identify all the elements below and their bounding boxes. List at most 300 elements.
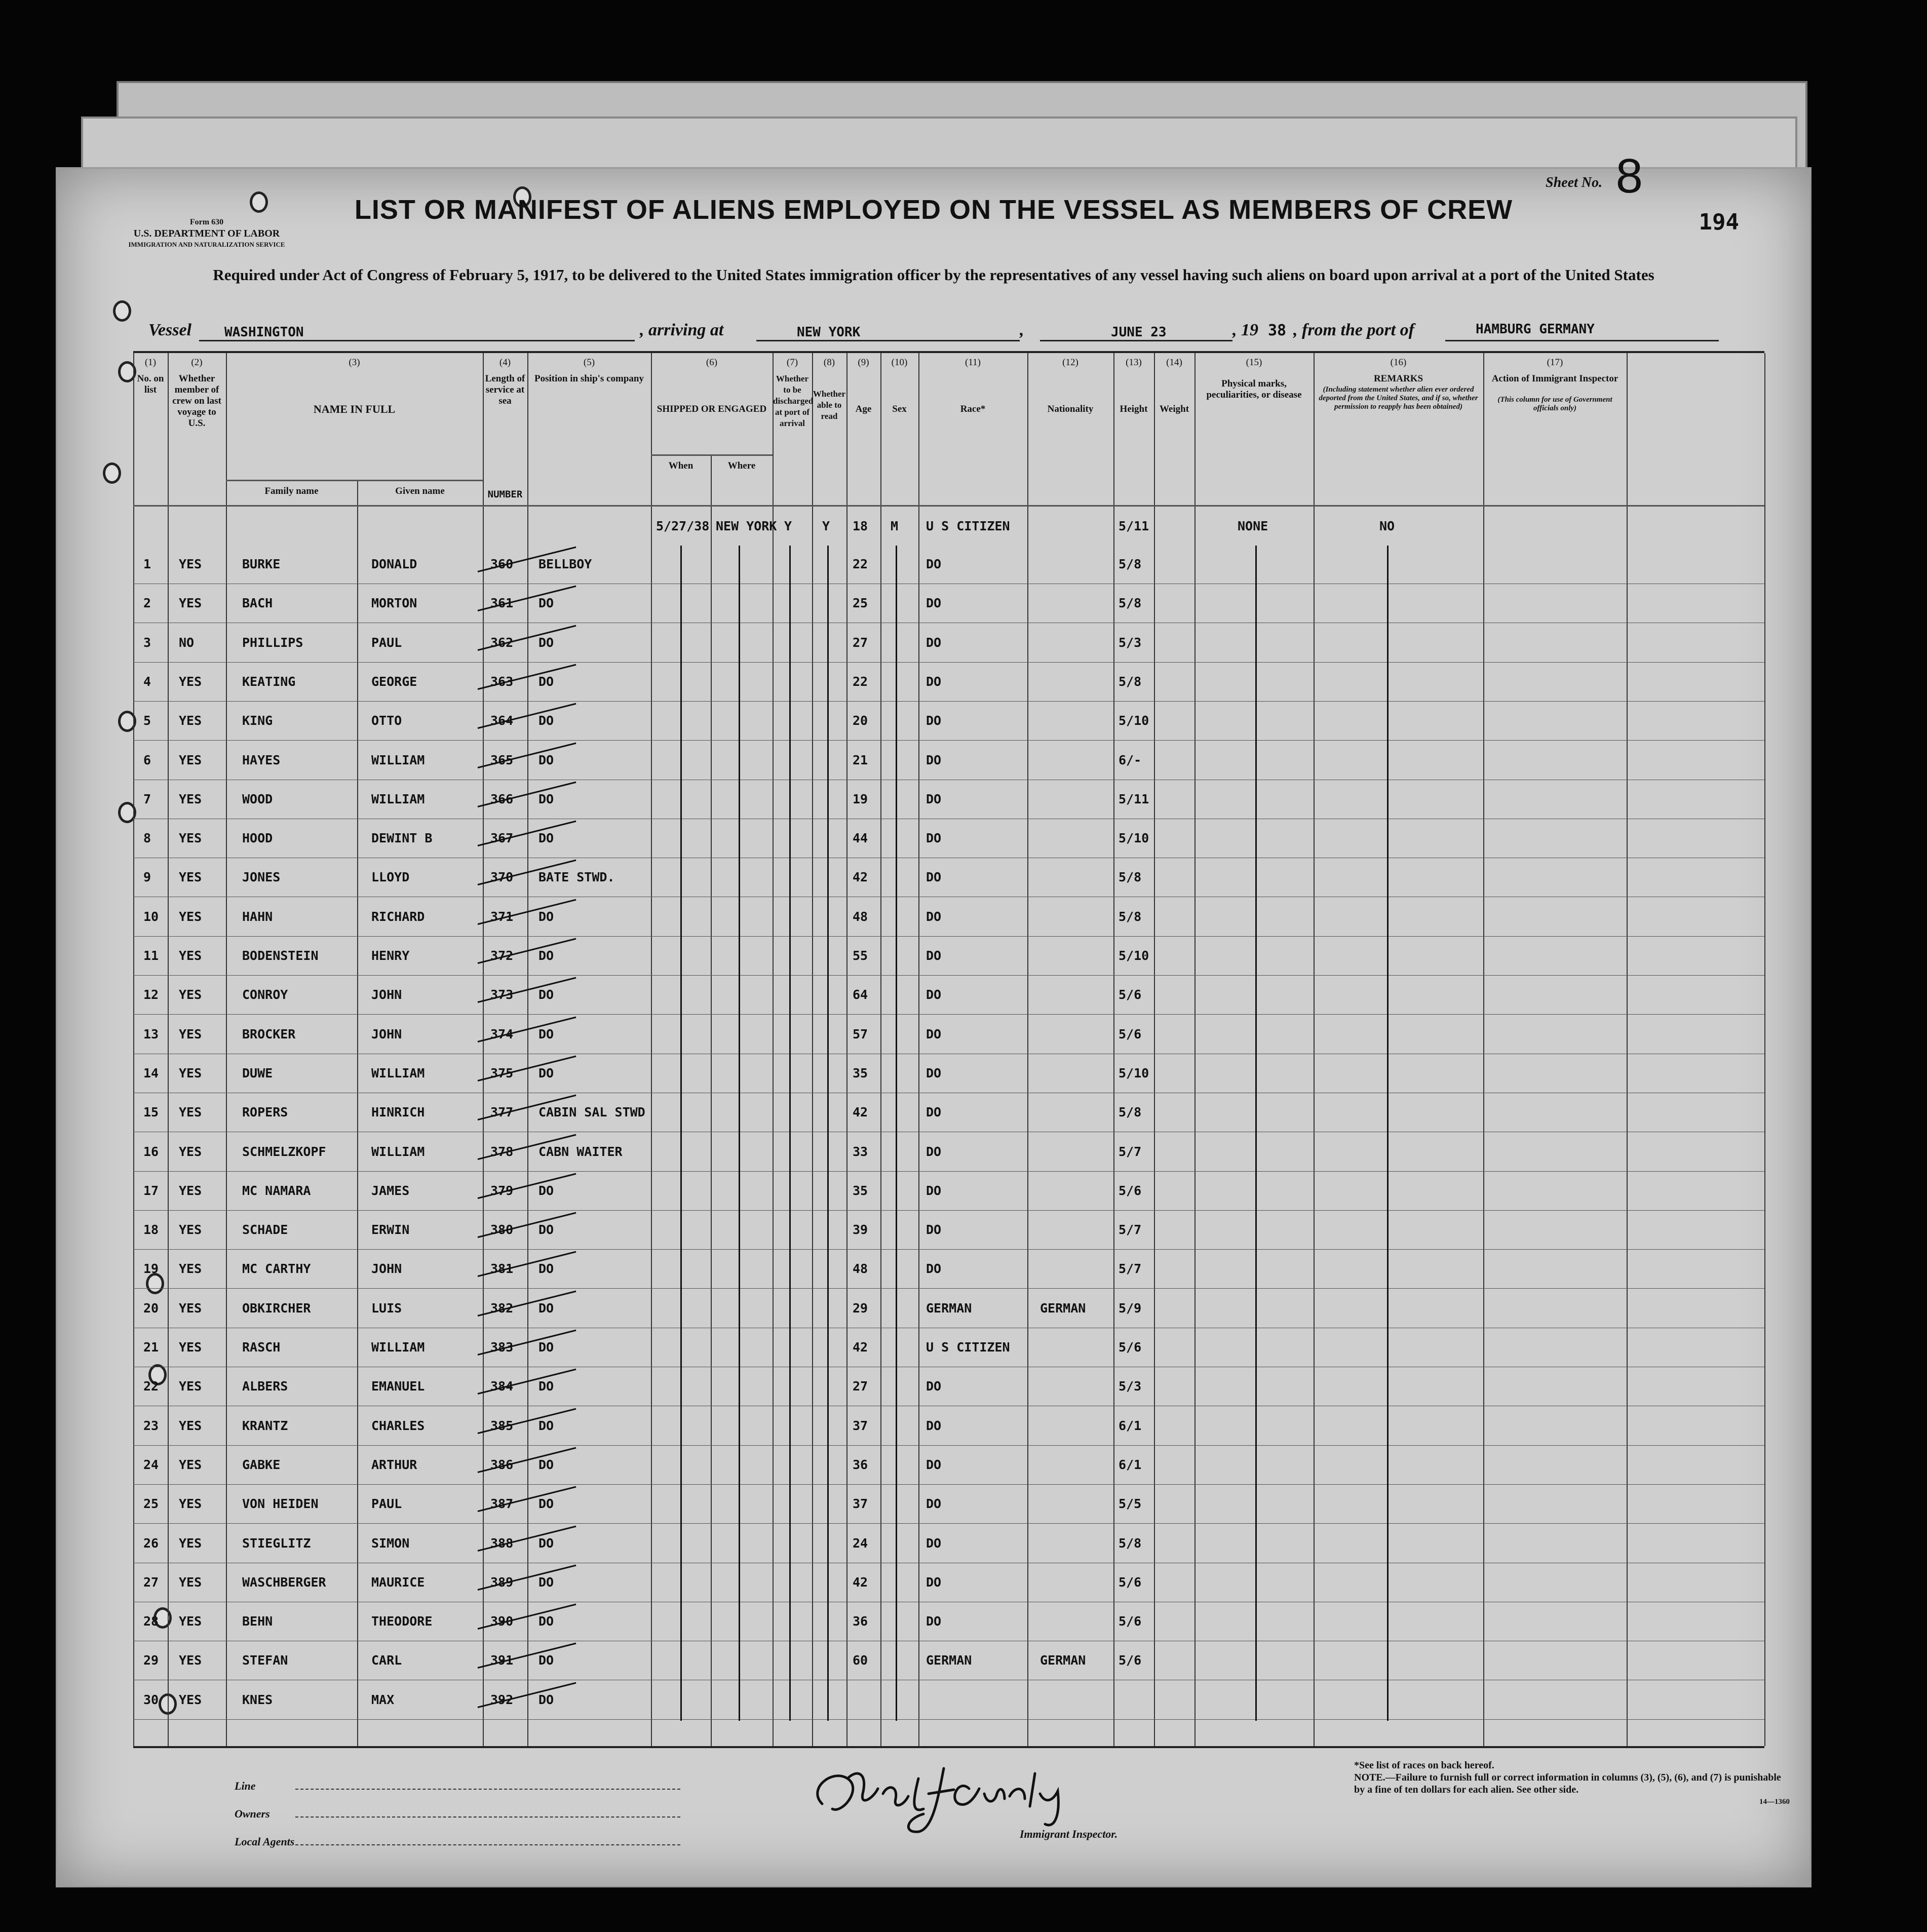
print-code: 14—1360 [1759, 1798, 1790, 1806]
row-position: CABIN SAL STWD [538, 1105, 645, 1120]
row-position: BATE STWD. [538, 870, 615, 885]
col-num-13: (13) [1126, 357, 1142, 368]
row-service: 372 [490, 948, 514, 963]
row-family-name: DUWE [242, 1065, 273, 1080]
col-header-family: Family name [264, 486, 319, 496]
row-service: 384 [490, 1379, 514, 1394]
physical-marks-value: NONE [1238, 519, 1268, 533]
row-given-name: HENRY [371, 948, 410, 963]
row-race: DO [926, 909, 942, 924]
row-given-name: MAURICE [371, 1574, 425, 1590]
ditto-line [680, 546, 682, 1721]
row-member: YES [179, 1614, 202, 1629]
col-header-where: Where [727, 460, 756, 471]
row-number: 11 [143, 948, 159, 963]
remarks-value: NO [1379, 519, 1395, 533]
row-given-name: PAUL [371, 1496, 402, 1512]
col-num-9: (9) [858, 357, 869, 368]
col-header-sex: Sex [892, 404, 907, 414]
row-number: 9 [143, 870, 151, 885]
row-number: 12 [143, 987, 159, 1002]
row-age: 29 [853, 1300, 868, 1316]
row-height: 5/6 [1119, 1574, 1142, 1590]
agents-label: Local Agents [235, 1835, 295, 1848]
table-row [133, 898, 1764, 936]
row-height: 5/7 [1119, 1222, 1142, 1238]
row-position: DO [538, 1183, 554, 1198]
row-given-name: WILLIAM [371, 791, 425, 806]
table-row [133, 1407, 1764, 1445]
row-age: 42 [853, 1574, 868, 1590]
row-number: 10 [143, 909, 159, 924]
row-height: 5/6 [1119, 1614, 1142, 1629]
row-number: 7 [143, 791, 151, 806]
col-num-7: (7) [786, 357, 798, 368]
row-number: 29 [143, 1653, 159, 1668]
row-service: 364 [490, 713, 514, 728]
sheet-number: 8 [1615, 149, 1643, 203]
col-header-race: Race* [960, 404, 986, 414]
row-family-name: BODENSTEIN [242, 948, 319, 963]
row-position: DO [538, 713, 554, 728]
row-age: 39 [853, 1222, 868, 1238]
col-num-3: (3) [349, 357, 360, 368]
col-header-remarks-note: (Including statement whether alien ever ordered deported from the United States, and if so, whether permission to reapply has been obtained) [1319, 385, 1478, 411]
row-service: 391 [490, 1653, 514, 1668]
row-race: DO [926, 987, 942, 1002]
line-label: Line [235, 1780, 256, 1792]
row-age: 37 [853, 1496, 868, 1512]
col-num-17: (17) [1547, 357, 1563, 368]
row-age: 24 [853, 1535, 868, 1551]
row-service: 378 [490, 1144, 514, 1159]
row-service: 386 [490, 1457, 514, 1472]
row-family-name: JONES [242, 870, 281, 885]
row-race: DO [926, 1105, 942, 1120]
row-race: DO [926, 1379, 942, 1394]
note-penalty: NOTE.—Failure to furnish full or correct information in columns (3), (5), (6), and (7) is punishable by a fine of ten dollars for each alien. See other side. [1354, 1772, 1781, 1795]
row-age: 27 [853, 635, 868, 650]
col-header-remarks: REMARKS [1373, 373, 1423, 384]
vessel-line: Vessel WASHINGTON , arriving at NEW YORK , JUNE 23 , 19 38 , from the port of HAMBURG GERMANY [148, 321, 1719, 346]
row-given-name: HINRICH [371, 1105, 425, 1120]
row-service: 375 [490, 1065, 514, 1080]
row-member: YES [179, 1574, 202, 1590]
row-height: 5/9 [1119, 1300, 1142, 1316]
shipped-where: NEW YORK [716, 519, 777, 533]
row-family-name: CONROY [242, 987, 288, 1002]
table-row [133, 1211, 1764, 1249]
table-row [133, 1133, 1764, 1171]
row-given-name: WILLIAM [371, 752, 425, 767]
footer-notes [1354, 1759, 1790, 1808]
row-position: DO [538, 1653, 554, 1668]
row-race: DO [926, 1026, 942, 1041]
col-header-inspector-note: (This column for use of Government officials only) [1497, 396, 1612, 412]
row-height: 5/8 [1119, 1535, 1142, 1551]
row-service: 367 [490, 831, 514, 846]
table-row [133, 1016, 1764, 1054]
row-height: 5/3 [1119, 1379, 1142, 1394]
row-age: 20 [853, 713, 868, 728]
row-position: DO [538, 1496, 554, 1512]
row-age: 25 [853, 596, 868, 611]
row-race: DO [926, 1457, 942, 1472]
row-height: 5/3 [1119, 635, 1142, 650]
row-number: 14 [143, 1065, 159, 1080]
from-label: , from the port of [1293, 321, 1414, 339]
table-row [133, 742, 1764, 780]
col-header-service: Length of service at sea [485, 373, 525, 406]
row-number: 8 [143, 831, 151, 846]
row-position: DO [538, 1692, 554, 1707]
row-age: 33 [853, 1144, 868, 1159]
table-row [133, 820, 1764, 858]
row-race: DO [926, 674, 942, 689]
first-entry-line [133, 508, 1764, 546]
row-member: YES [179, 1457, 202, 1472]
table-row [133, 976, 1764, 1014]
row-member: YES [179, 1692, 202, 1707]
row-position: DO [538, 1065, 554, 1080]
table-row [133, 663, 1764, 701]
row-member: YES [179, 909, 202, 924]
row-member: YES [179, 1261, 202, 1277]
col-num-11: (11) [965, 357, 981, 368]
row-given-name: WILLIAM [371, 1144, 425, 1159]
ditto-line [896, 546, 897, 1721]
row-number: 21 [143, 1340, 159, 1355]
row-height: 5/5 [1119, 1496, 1142, 1512]
year-prefix: , 19 [1232, 321, 1258, 339]
row-height: 5/8 [1119, 1105, 1142, 1120]
owners-label: Owners [235, 1807, 270, 1820]
row-height: 5/8 [1119, 557, 1142, 571]
row-family-name: VON HEIDEN [242, 1496, 319, 1512]
table-row [133, 1094, 1764, 1132]
row-given-name: JAMES [371, 1183, 410, 1198]
table-row [133, 1446, 1764, 1484]
ditto-line [1387, 546, 1389, 1721]
row-race: DO [926, 1496, 942, 1512]
row-race: DO [926, 1065, 942, 1080]
row-family-name: BROCKER [242, 1026, 296, 1041]
row-nationality: GERMAN [1040, 1653, 1086, 1668]
row-position: DO [538, 791, 554, 806]
table-row [133, 624, 1764, 662]
able-to-read-value: Y [822, 519, 830, 533]
row-member: YES [179, 1144, 202, 1159]
first-age: 18 [853, 519, 868, 533]
ditto-line [827, 546, 829, 1721]
row-family-name: WOOD [242, 791, 273, 806]
row-age: 42 [853, 1340, 868, 1355]
row-position: CABN WAITER [538, 1144, 623, 1159]
row-height: 6/- [1119, 752, 1142, 767]
table-row [133, 1290, 1764, 1328]
row-given-name: WILLIAM [371, 1340, 425, 1355]
table-row [133, 937, 1764, 975]
stamp-number: 194 [1699, 209, 1739, 235]
row-race: DO [926, 1261, 942, 1277]
row-number: 15 [143, 1105, 159, 1120]
row-number: 5 [143, 713, 151, 728]
row-age: 22 [853, 557, 868, 571]
row-race: GERMAN [926, 1300, 972, 1316]
row-member: YES [179, 987, 202, 1002]
row-position: DO [538, 1418, 554, 1433]
row-service: 383 [490, 1340, 514, 1355]
ditto-line [739, 546, 740, 1721]
row-number: 17 [143, 1183, 159, 1198]
row-height: 5/8 [1119, 909, 1142, 924]
row-height: 5/10 [1119, 713, 1149, 728]
row-position: DO [538, 1340, 554, 1355]
col-header-read: Whether able to read [813, 389, 846, 421]
row-service: 362 [490, 635, 514, 650]
col-num-1: (1) [144, 357, 157, 368]
col-num-6: (6) [706, 357, 718, 368]
row-member: YES [179, 1379, 202, 1394]
note-races: *See list of races on back hereof. [1354, 1760, 1494, 1771]
row-service: 388 [490, 1535, 514, 1551]
row-number: 1 [143, 557, 151, 571]
row-given-name: SIMON [371, 1535, 410, 1551]
row-position: DO [538, 1574, 554, 1590]
row-number: 25 [143, 1496, 159, 1512]
form-number: Form 630 [189, 218, 224, 226]
row-race: U S CITIZEN [926, 1340, 1010, 1355]
row-position: DO [538, 987, 554, 1002]
row-given-name: LUIS [371, 1300, 402, 1316]
col-num-2: (2) [191, 357, 203, 368]
row-number: 6 [143, 752, 151, 767]
row-number: 2 [143, 596, 151, 611]
manifest-footer [57, 1754, 1810, 1876]
table-row [133, 1485, 1764, 1523]
ditto-line [789, 546, 791, 1721]
row-position: DO [538, 909, 554, 924]
row-service: 363 [490, 674, 514, 689]
row-member: YES [179, 1496, 202, 1512]
row-family-name: SCHADE [242, 1222, 288, 1238]
table-row [133, 1681, 1764, 1719]
row-given-name: DONALD [371, 557, 417, 571]
row-family-name: OBKIRCHER [242, 1300, 311, 1316]
row-given-name: CHARLES [371, 1418, 425, 1433]
row-given-name: JOHN [371, 1261, 402, 1277]
row-position: DO [538, 1026, 554, 1041]
row-race: DO [926, 831, 942, 846]
row-family-name: PHILLIPS [242, 635, 303, 650]
row-given-name: GEORGE [371, 674, 417, 689]
first-height: 5/11 [1119, 519, 1149, 533]
crew-table [133, 351, 1764, 1748]
row-member: YES [179, 713, 202, 728]
table-row [133, 1564, 1764, 1602]
punch-hole [113, 300, 131, 322]
row-family-name: ALBERS [242, 1379, 288, 1394]
row-given-name: WILLIAM [371, 1065, 425, 1080]
row-service: 385 [490, 1418, 514, 1433]
row-race: GERMAN [926, 1653, 972, 1668]
row-member: YES [179, 1183, 202, 1198]
row-member: YES [179, 1300, 202, 1316]
row-position: DO [538, 1614, 554, 1629]
row-age: 35 [853, 1183, 868, 1198]
row-family-name: KRANTZ [242, 1418, 288, 1433]
col-header-position: Position in ship's company [534, 373, 644, 384]
row-race: DO [926, 1614, 942, 1629]
row-given-name: LLOYD [371, 870, 410, 885]
row-number: 30 [143, 1692, 159, 1707]
col-header-weight: Weight [1159, 404, 1189, 414]
vessel-label: Vessel [148, 321, 191, 339]
arriving-label: , arriving at [640, 321, 724, 339]
row-position: DO [538, 596, 554, 611]
row-member: YES [179, 948, 202, 963]
table-row [133, 1250, 1764, 1288]
col-header-shipped: SHIPPED OR ENGAGED [657, 404, 767, 414]
row-height: 5/10 [1119, 948, 1149, 963]
row-number: 13 [143, 1026, 159, 1041]
row-position: DO [538, 1261, 554, 1277]
table-row [133, 859, 1764, 897]
table-row [133, 702, 1764, 740]
row-race: DO [926, 1418, 942, 1433]
row-family-name: HOOD [242, 831, 273, 846]
row-race: DO [926, 596, 942, 611]
row-given-name: CARL [371, 1653, 402, 1668]
arrival-date: JUNE 23 [1111, 325, 1167, 340]
row-family-name: BURKE [242, 557, 281, 571]
col-header-height: Height [1120, 404, 1148, 414]
row-age: 48 [853, 1261, 868, 1277]
department: U.S. DEPARTMENT OF LABOR [133, 228, 280, 239]
from-port: HAMBURG GERMANY [1476, 322, 1595, 337]
col-header-inspector: Action of Immigrant Inspector [1491, 373, 1618, 384]
row-number: 20 [143, 1300, 159, 1316]
row-race: DO [926, 1183, 942, 1198]
row-age: 27 [853, 1379, 868, 1394]
row-age: 21 [853, 752, 868, 767]
col-header-age: Age [855, 404, 872, 414]
table-row [133, 1368, 1764, 1406]
row-member: YES [179, 1340, 202, 1355]
discharged-value: Y [784, 519, 792, 533]
row-member: YES [179, 831, 202, 846]
row-service: 387 [490, 1496, 514, 1512]
row-position: DO [538, 831, 554, 846]
row-member: YES [179, 1535, 202, 1551]
row-age: 48 [853, 909, 868, 924]
row-member: YES [179, 1418, 202, 1433]
row-number: 19 [143, 1261, 159, 1277]
row-given-name: RICHARD [371, 909, 425, 924]
row-family-name: STEFAN [242, 1653, 288, 1668]
row-race: DO [926, 948, 942, 963]
row-given-name: PAUL [371, 635, 402, 650]
row-position: DO [538, 1379, 554, 1394]
row-height: 5/6 [1119, 1340, 1142, 1355]
arrival-year: 38 [1268, 322, 1287, 339]
ditto-line [1255, 546, 1257, 1721]
row-age: 37 [853, 1418, 868, 1433]
col-num-5: (5) [583, 357, 595, 368]
row-number: 4 [143, 674, 151, 689]
col-header-name: NAME IN FULL [313, 403, 396, 415]
row-age: 42 [853, 870, 868, 885]
row-member: YES [179, 557, 202, 571]
row-position: DO [538, 1535, 554, 1551]
row-height: 5/6 [1119, 987, 1142, 1002]
row-number: 16 [143, 1144, 159, 1159]
row-number: 3 [143, 635, 151, 650]
row-position: DO [538, 635, 554, 650]
row-service: 380 [490, 1222, 514, 1238]
row-given-name: DEWINT B [371, 831, 433, 846]
row-member: YES [179, 596, 202, 611]
table-row [133, 1172, 1764, 1210]
row-given-name: MORTON [371, 596, 417, 611]
row-given-name: THEODORE [371, 1614, 433, 1629]
row-member: YES [179, 1222, 202, 1238]
inspector-label: Immigrant Inspector. [1020, 1828, 1118, 1840]
row-position: DO [538, 948, 554, 963]
row-member: YES [179, 870, 202, 885]
manifest-subtitle: Required under Act of Congress of February 5, 1917, to be delivered to the United States immigration officer by the representatives of any vessel having such aliens on board upon arrival at a port of the United States [213, 266, 1654, 284]
table-row [133, 1055, 1764, 1093]
col-num-14: (14) [1166, 357, 1182, 368]
row-member: YES [179, 752, 202, 767]
row-race: DO [926, 870, 942, 885]
inspector-signature [802, 1758, 1086, 1834]
manifest-title: LIST OR MANIFEST OF ALIENS EMPLOYED ON THE VESSEL AS MEMBERS OF CREW [354, 195, 1513, 225]
row-family-name: RASCH [242, 1340, 281, 1355]
row-given-name: MAX [371, 1692, 395, 1707]
service: IMMIGRATION AND NATURALIZATION SERVICE [128, 241, 285, 248]
row-height: 5/11 [1119, 791, 1149, 806]
row-number: 22 [143, 1379, 159, 1394]
row-position: DO [538, 752, 554, 767]
row-family-name: MC CARTHY [242, 1261, 311, 1277]
row-service: 370 [490, 870, 514, 885]
row-service: 360 [490, 557, 514, 571]
row-race: DO [926, 713, 942, 728]
row-family-name: KNES [242, 1692, 273, 1707]
row-family-name: ROPERS [242, 1105, 288, 1120]
vessel-name: WASHINGTON [224, 325, 304, 340]
row-given-name: JOHN [371, 987, 402, 1002]
row-service: 374 [490, 1026, 514, 1041]
table-row [133, 1642, 1764, 1680]
row-height: 5/6 [1119, 1026, 1142, 1041]
col-num-4: (4) [499, 357, 511, 368]
row-height: 5/8 [1119, 870, 1142, 885]
row-height: 5/7 [1119, 1261, 1142, 1277]
row-height: 6/1 [1119, 1457, 1142, 1472]
row-family-name: MC NAMARA [242, 1183, 311, 1198]
row-service: 371 [490, 909, 514, 924]
table-row [133, 781, 1764, 819]
row-race: DO [926, 752, 942, 767]
row-race: DO [926, 557, 942, 571]
col-header-no: No. on list [137, 373, 164, 395]
row-height: 5/7 [1119, 1144, 1142, 1159]
row-position: DO [538, 674, 554, 689]
row-service: 381 [490, 1261, 514, 1277]
table-row [133, 1329, 1764, 1367]
